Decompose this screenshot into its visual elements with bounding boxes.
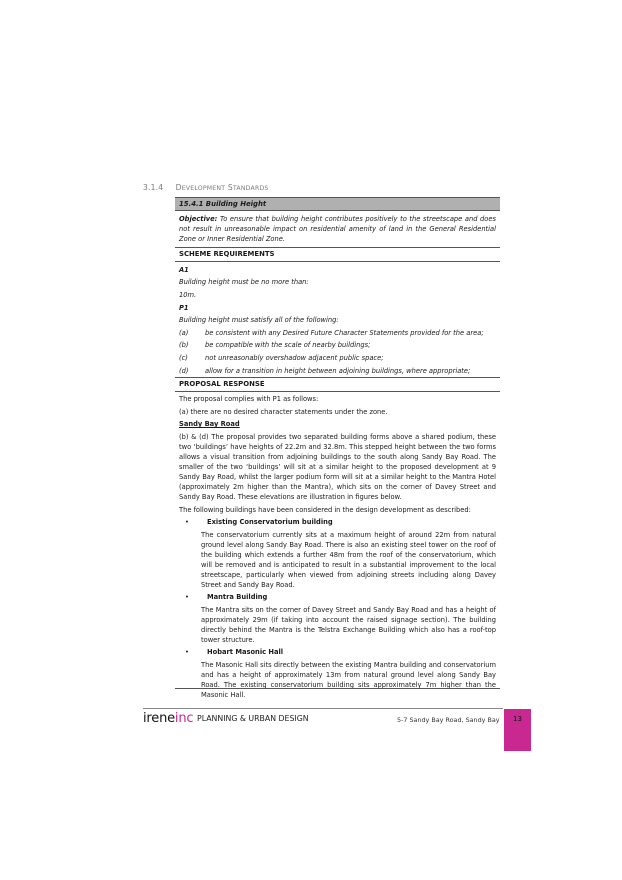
scheme-requirements [175, 262, 500, 376]
table-bottom-rule [175, 688, 500, 689]
a1-text: Building height must be no more than: [179, 278, 309, 287]
objective-text: To ensure that building height contributes positively to the streetscape and does not result in unreasonable impact on residential amenity of land in the General Residential Zone or Inner Residential Zone. [179, 215, 496, 244]
a1-label: A1 [179, 265, 189, 274]
section-number: 3.1.4 [143, 183, 164, 192]
response-para-bd: (b) & (d) The proposal provides two separated building forms above a shared podium, these two ‘buildings’ have heights of 22.2m and 32.8m. This stepped height between the two forms allows a visual transition from adjoining buildings to the south along Sandy Bay Road. The smaller of the two ‘buildings’ will sit at a similar height to the proposed development at 9 Sandy Bay Road, whilst the larger podium form will sit at a similar height to the Mantra Hotel (approximately 2m higher than the Mantra), which sits on the corner of Davey Street and Sandy Bay Road. These elevations are illustration in figures below. [179, 432, 496, 502]
response-intro: The proposal complies with P1 as follows: [179, 395, 319, 404]
objective-label: Objective: [179, 215, 218, 223]
bullet-item [179, 517, 496, 527]
scheme-requirements-heading: SCHEME REQUIREMENTS [175, 247, 500, 262]
a1-value: 10m. [179, 290, 197, 299]
sandy-bay-road-heading: Sandy Bay Road [179, 420, 240, 429]
list-item: (d) allow for a transition in height between adjoining buildings, where appropriate; [179, 366, 471, 375]
proposal-response [175, 392, 500, 701]
response-following: The following buildings have been considered in the design development as described: [179, 506, 471, 515]
p1-label: P1 [179, 303, 189, 312]
bullet-text: The Mantra sits on the corner of Davey Street and Sandy Bay Road and has a height of approximately 29m (if taking into account the raised signage section). The building directly behind the Mantra is the Telstra Exchange Building which also has a roof-top tower structure. [201, 605, 496, 645]
bullet-item [179, 647, 496, 657]
bullet-icon: • [185, 648, 189, 657]
bullet-title: Hobart Masonic Hall [207, 648, 284, 657]
standard-table [175, 197, 500, 700]
proposal-response-heading: PROPOSAL RESPONSE [175, 377, 500, 392]
bullet-text: The Masonic Hall sits directly between the existing Mantra building and conservatorium and has a height of approximately 13m from natural ground level along Sandy Bay Road. The existing conservatorium building sits approximately 7m higher than the Masonic Hall. [201, 660, 496, 700]
p1-text: Building height must satisfy all of the following: [179, 316, 339, 325]
standard-title: 15.4.1 Building Height [175, 197, 500, 211]
bullet-icon: • [185, 593, 189, 602]
footer-rule [143, 708, 503, 709]
footer-address: 5-7 Sandy Bay Road, Sandy Bay [397, 716, 500, 724]
bullet-text: The conservatorium currently sits at a maximum height of around 22m from natural ground level along Sandy Bay Road. There is also an existing steel tower on the roof of the building which extends a further 48m from the roof of the conservatorium, which will be removed and is anticipated to result in a substantial improvement to the local streetscape, particularly when viewed from adjoining streets including along Davey Street and Sandy Bay Road. [201, 530, 496, 590]
objective [175, 211, 500, 247]
section-title: DEVELOPMENT STANDARDS [175, 183, 269, 192]
bullet-icon: • [185, 518, 189, 527]
footer-tagline: PLANNING & URBAN DESIGN [197, 714, 309, 723]
bullet-title: Mantra Building [207, 593, 268, 602]
section-heading [143, 183, 269, 192]
list-item: (c) not unreasonably overshadow adjacent public space; [179, 353, 384, 362]
page-number: 13 [504, 709, 531, 751]
irene-inc-logo: ireneinc [143, 711, 194, 726]
bullet-item [179, 592, 496, 602]
list-item: (a) be consistent with any Desired Future Character Statements provided for the area; [179, 328, 484, 337]
list-item: (b) be compatible with the scale of nearby buildings; [179, 341, 371, 350]
response-point-a: (a) there are no desired character statements under the zone. [179, 407, 388, 416]
bullet-title: Existing Conservatorium building [207, 518, 333, 527]
